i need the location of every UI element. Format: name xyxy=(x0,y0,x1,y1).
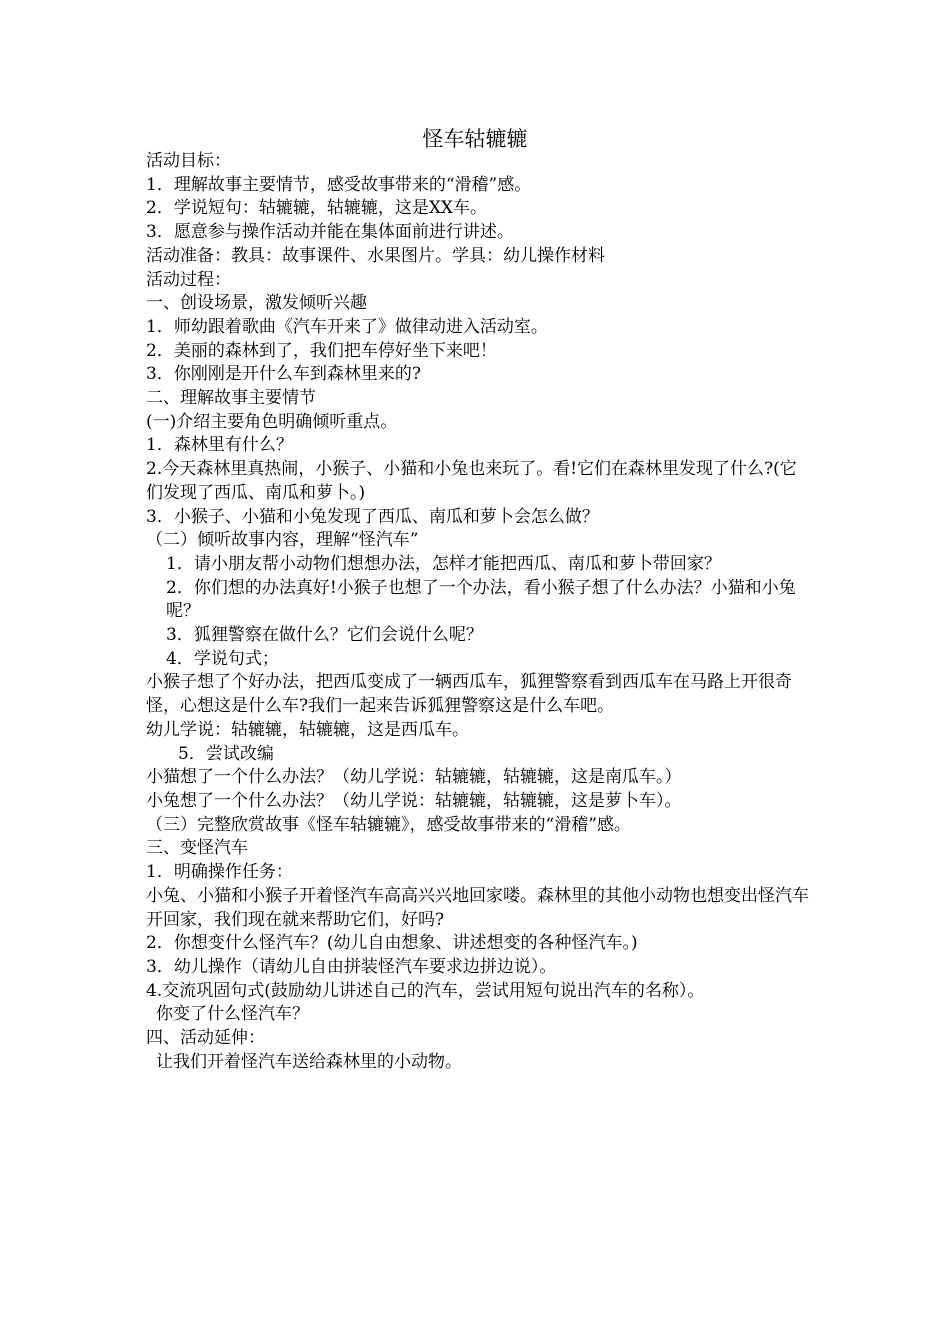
text-line: 2．你想变什么怪汽车？(幼儿自由想象、讲述想变的各种怪汽车。) xyxy=(146,933,638,954)
text-line: 幼儿学说：轱辘辘，轱辘辘，这是西瓜车。 xyxy=(146,719,469,740)
text-line: 2．美丽的森林到了，我们把车停好坐下来吧！ xyxy=(146,340,497,361)
text-line: 1．森林里有什么？ xyxy=(146,435,293,456)
text-line: 一、创设场景，激发倾听兴趣 xyxy=(146,293,367,314)
text-line: 1．明确操作任务： xyxy=(146,862,293,883)
text-line: 3．狐狸警察在做什么？它们会说什么呢？ xyxy=(166,625,483,646)
text-line: 2.今天森林里真热闹，小猴子、小猫和小兔也来玩了。看!它们在森林里发现了什么?(它们发现了西瓜、南瓜和萝卜。) xyxy=(146,459,797,503)
text-line: (一)介绍主要角色明确倾听重点。 xyxy=(146,411,398,432)
text-line: 活动准备：教具：故事课件、水果图片。学具：幼儿操作材料 xyxy=(146,245,605,266)
text-line: 三、变怪汽车 xyxy=(146,838,248,859)
text-line: 四、活动延伸： xyxy=(146,1028,265,1049)
text-line: 小兔想了一个什么办法？（幼儿学说：轱辘辘，轱辘辘，这是萝卜车）。 xyxy=(146,790,682,811)
text-line: 小猴子想了个好办法，把西瓜变成了一辆西瓜车，狐狸警察看到西瓜车在马路上开很奇怪，心想这是什么车?我们一起来告诉狐狸警察这是什么车吧。 xyxy=(146,672,792,717)
text-line: 小猫想了一个什么办法？（幼儿学说：轱辘辘，轱辘辘，这是南瓜车。） xyxy=(146,767,682,788)
text-line: 1．师幼跟着歌曲《汽车开来了》做律动进入活动室。 xyxy=(146,316,548,337)
text-line: 5．尝试改编 xyxy=(178,743,274,764)
text-line: 让我们开着怪汽车送给森林里的小动物。 xyxy=(156,1051,462,1072)
text-line: （三）完整欣赏故事《怪车轱辘辘》，感受故事带来的“滑稽”感。 xyxy=(146,814,631,835)
text-line: 1．请小朋友帮小动物们想想办法，怎样才能把西瓜、南瓜和萝卜带回家？ xyxy=(166,553,721,574)
text-line: 1．理解故事主要情节，感受故事带来的“滑稽”感。 xyxy=(146,174,532,195)
document-title: 怪车轱辘辘 xyxy=(422,127,528,151)
text-line: 3．小猴子、小猫和小兔发现了西瓜、南瓜和萝卜会怎么做？ xyxy=(146,506,599,527)
document-body xyxy=(146,150,810,1074)
text-line: （二）倾听故事内容，理解“怪汽车” xyxy=(146,530,419,551)
text-line: 二、理解故事主要情节 xyxy=(146,388,316,409)
text-line: 2．学说短句：轱辘辘，轱辘辘，这是XX车。 xyxy=(146,198,488,219)
text-line: 2．你们想的办法真好!小猴子也想了一个办法，看小猴子想了什么办法？小猫和小兔呢？ xyxy=(166,577,796,622)
text-line: 3．幼儿操作（请幼儿自由拼装怪汽车要求边拼边说）。 xyxy=(146,956,557,977)
text-line: 小兔、小猫和小猴子开着怪汽车高高兴兴地回家喽。森林里的其他小动物也想变出怪汽车开回家，我们现在就来帮助它们，好吗? xyxy=(146,885,809,930)
text-line: 4.交流巩固句式(鼓励幼儿讲述自己的汽车，尝试用短句说出汽车的名称）。 xyxy=(146,980,705,1001)
text-line: 3．你刚刚是开什么车到森林里来的? xyxy=(146,364,421,385)
text-line: 3．愿意参与操作活动并能在集体面前进行讲述。 xyxy=(146,222,514,243)
text-line: 活动过程： xyxy=(146,269,231,290)
text-line: 活动目标： xyxy=(146,151,231,171)
text-line: 4．学说句式； xyxy=(166,648,279,669)
text-line: 你变了什么怪汽车？ xyxy=(156,1004,309,1025)
